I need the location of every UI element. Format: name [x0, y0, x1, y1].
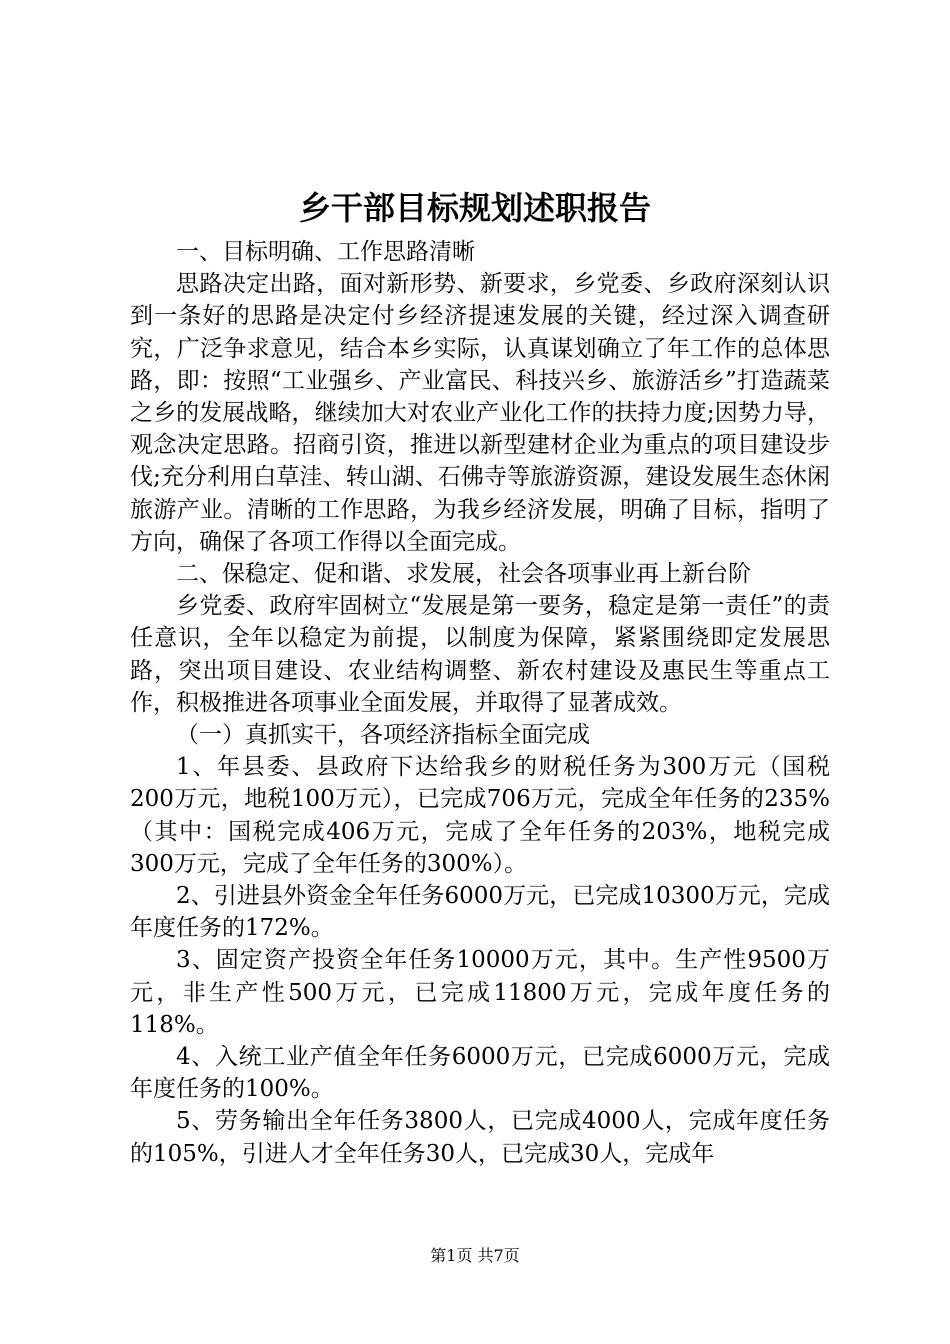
- section-heading: 一、目标明确、工作思路清晰: [176, 239, 475, 265]
- paragraph: 3、固定资产投资全年任务10000万元，其中。生产性9500万元，非生产性500万元，已完成11800万元，完成年度任务的118%。: [130, 947, 830, 1038]
- document-title: 乡干部目标规划述职报告: [298, 189, 651, 227]
- subsection-heading: （一）真抓实干，各项经济指标全面完成: [176, 722, 590, 749]
- document-body: [130, 236, 830, 1170]
- section-heading: 二、保稳定、促和谐、求发展，社会各项事业再上新台阶: [176, 561, 751, 588]
- paragraph: 4、入统工业产值全年任务6000万元，已完成6000万元，完成年度任务的100%。: [130, 1044, 830, 1103]
- paragraph: 5、劳务输出全年任务3800人，已完成4000人，完成年度任务的105%，引进人才全年任务30人，已完成30人，完成年: [130, 1108, 830, 1167]
- page-number: 第1页 共7页: [430, 1246, 520, 1265]
- paragraph: 思路决定出路，面对新形势、新要求，乡党委、乡政府深刻认识到一条好的思路是决定付乡经济提速发展的关键，经过深入调查研究，广泛争求意见，结合本乡实际，认真谋划确立了年工作的总体思路，即：按照“工业强乡、产业富民、科技兴乡、旅游活乡”打造蔬菜之乡的发展战略，继续加大对农业产业化工作的扶持力度;因势力导，观念决定思路。招商引资，推进以新型建材企业为重点的项目建设步伐;充分利用白草洼、转山湖、石佛寺等旅游资源，建设发展生态休闲旅游产业。清晰的工作思路，为我乡经济发展，明确了目标，指明了方向，确保了各项工作得以全面完成。: [130, 271, 830, 555]
- paragraph: 乡党委、政府牢固树立“发展是第一要务，稳定是第一责任”的责任意识，全年以稳定为前提，以制度为保障，紧紧围绕即定发展思路，突出项目建设、农业结构调整、新农村建设及惠民生等重点工作，积极推进各项事业全面发展，并取得了显著成效。: [130, 593, 830, 716]
- paragraph: 2、引进县外资金全年任务6000万元，已完成10300万元，完成年度任务的172%。: [130, 883, 830, 942]
- paragraph: 1、年县委、县政府下达给我乡的财税任务为300万元（国税200万元，地税100万元），已完成706万元，完成全年任务的235%（其中：国税完成406万元，完成了全年任务的203%，地税完成300万元，完成了全年任务的300%）。: [130, 754, 830, 877]
